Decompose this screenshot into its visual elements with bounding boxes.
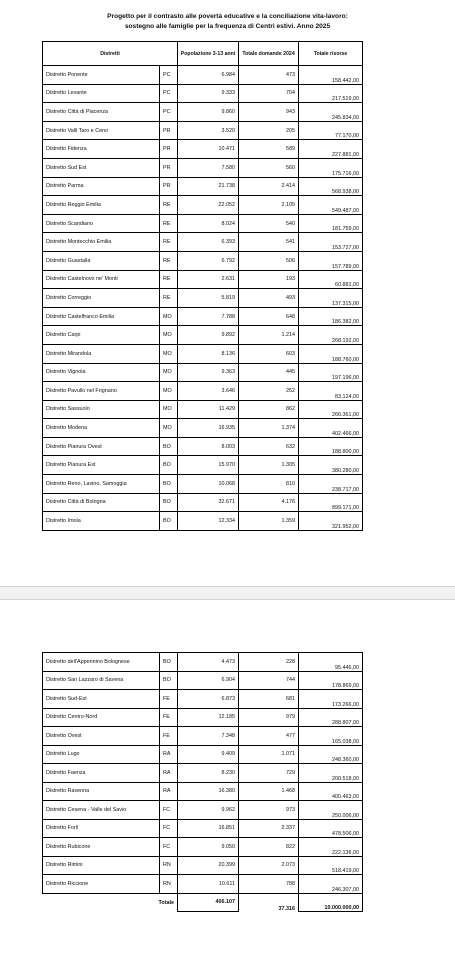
popolazione-value: 6.873 [178, 690, 239, 709]
domande-value: 205 [239, 121, 299, 140]
popolazione-value: 4.473 [178, 653, 239, 672]
risorse-value: 60.881,00 [299, 270, 363, 289]
domande-value: 729 [239, 764, 299, 783]
district-name: Distretto Correggio [43, 289, 160, 308]
domande-value: 648 [239, 307, 299, 326]
province-code: PR [160, 121, 178, 140]
province-code: BO [160, 671, 178, 690]
header-distretti: Distretti [43, 42, 178, 66]
risorse-value: 248.360,00 [299, 745, 363, 764]
risorse-value: 217.519,00 [299, 84, 363, 103]
district-name: Distretto Sud Est [43, 158, 160, 177]
popolazione-value: 6.792 [178, 251, 239, 270]
province-code: BO [160, 437, 178, 456]
risorse-value: 380.280,00 [299, 456, 363, 475]
popolazione-value: 9.892 [178, 326, 239, 345]
table-row [43, 875, 363, 894]
district-name: Distretto Reggio Emilia [43, 196, 160, 215]
popolazione-value: 9.333 [178, 84, 239, 103]
risorse-value: 227.881,00 [299, 140, 363, 159]
district-name: Distretto Scandiano [43, 214, 160, 233]
district-name: Distretto Reno, Lavino, Samoggia [43, 475, 160, 494]
risorse-value: 95.446,00 [299, 653, 363, 672]
table-row [43, 475, 363, 494]
table-row [43, 838, 363, 857]
domande-value: 541 [239, 233, 299, 252]
district-name: Distretto Città di Bologna [43, 493, 160, 512]
table-row [43, 745, 363, 764]
totals-domande: 37.316 [278, 905, 295, 912]
popolazione-value: 8.003 [178, 437, 239, 456]
domande-value: 2.073 [239, 856, 299, 875]
title-line-2: sostegno alle famiglie per la frequenza di Centri estivi. Anno 2025 [124, 23, 331, 30]
province-code: MO [160, 344, 178, 363]
popolazione-value: 12.185 [178, 708, 239, 727]
table-row [43, 727, 363, 746]
district-name: Distretto Castelnovo ne' Monti [43, 270, 160, 289]
table-row [43, 270, 363, 289]
province-code: RE [160, 214, 178, 233]
table-header-row [43, 42, 363, 66]
province-code: MO [160, 363, 178, 382]
header-risorse: Totale risorse [299, 42, 363, 66]
districts-table-page-2 [42, 652, 363, 912]
domande-value: 445 [239, 363, 299, 382]
popolazione-value: 9.860 [178, 103, 239, 122]
domande-value: 810 [239, 475, 299, 494]
district-name: Distretto Città di Piacenza [43, 103, 160, 122]
district-name: Distretto Forlì [43, 819, 160, 838]
domande-value: 632 [239, 437, 299, 456]
page-separator [0, 586, 455, 600]
domande-value: 4.176 [239, 493, 299, 512]
table-row [43, 708, 363, 727]
province-code: PR [160, 140, 178, 159]
popolazione-value: 9.962 [178, 801, 239, 820]
risorse-value: 402.466,00 [299, 419, 363, 438]
domande-value: 589 [239, 140, 299, 159]
risorse-value: 478.506,00 [299, 819, 363, 838]
totals-popolazione: 406.107 [178, 893, 239, 912]
popolazione-value: 10.068 [178, 475, 239, 494]
header-popolazione: Popolazione 3-13 anni [178, 42, 239, 66]
popolazione-value: 32.671 [178, 493, 239, 512]
domande-value: 1.071 [239, 745, 299, 764]
province-code: RE [160, 251, 178, 270]
risorse-value: 568.938,00 [299, 177, 363, 196]
table-row [43, 801, 363, 820]
popolazione-value: 8.136 [178, 344, 239, 363]
risorse-value: 188.800,00 [299, 437, 363, 456]
risorse-value: 158.442,00 [299, 66, 363, 85]
popolazione-value: 10.471 [178, 140, 239, 159]
province-code: BO [160, 493, 178, 512]
domande-value: 2.414 [239, 177, 299, 196]
province-code: RA [160, 764, 178, 783]
province-code: RA [160, 745, 178, 764]
totals-label: Totale [158, 899, 174, 906]
popolazione-value: 6.904 [178, 671, 239, 690]
domande-value: 1.374 [239, 419, 299, 438]
domande-value: 744 [239, 671, 299, 690]
popolazione-value: 9.363 [178, 363, 239, 382]
province-code: RN [160, 875, 178, 894]
province-code: RE [160, 270, 178, 289]
district-name: Distretto dell'Appennino Bolognese [43, 653, 160, 672]
domande-value: 788 [239, 875, 299, 894]
district-name: Distretto Modena [43, 419, 160, 438]
risorse-value: 173.266,00 [299, 690, 363, 709]
district-name: Distretto Pianura Est [43, 456, 160, 475]
table-row [43, 419, 363, 438]
table-row [43, 400, 363, 419]
domande-value: 2.337 [239, 819, 299, 838]
table-row [43, 493, 363, 512]
risorse-value: 899.171,00 [299, 493, 363, 512]
domande-value: 1.305 [239, 456, 299, 475]
risorse-value: 549.487,00 [299, 196, 363, 215]
province-code: BO [160, 512, 178, 531]
province-code: MO [160, 382, 178, 401]
district-name: Distretto Lugo [43, 745, 160, 764]
domande-value: 979 [239, 708, 299, 727]
table-row [43, 437, 363, 456]
province-code: BO [160, 475, 178, 494]
province-code: MO [160, 419, 178, 438]
district-name: Distretto Castelfranco Emilia [43, 307, 160, 326]
domande-value: 540 [239, 214, 299, 233]
province-code: FC [160, 838, 178, 857]
districts-table-page-1 [42, 41, 363, 531]
province-code: MO [160, 307, 178, 326]
document-page-2 [0, 600, 455, 955]
table-row [43, 512, 363, 531]
totals-risorse: 10.000.000,00 [299, 893, 363, 912]
province-code: RN [160, 856, 178, 875]
domande-value: 681 [239, 690, 299, 709]
risorse-value: 246.307,00 [299, 875, 363, 894]
risorse-value: 178.869,00 [299, 671, 363, 690]
district-name: Distretto Guastalla [43, 251, 160, 270]
popolazione-value: 3.646 [178, 382, 239, 401]
province-code: FC [160, 801, 178, 820]
risorse-value: 175.716,00 [299, 158, 363, 177]
province-code: RE [160, 233, 178, 252]
domande-value: 973 [239, 801, 299, 820]
province-code: FE [160, 690, 178, 709]
domande-value: 2.105 [239, 196, 299, 215]
province-code: BO [160, 653, 178, 672]
risorse-value: 222.136,00 [299, 838, 363, 857]
district-name: Distretto Ponente [43, 66, 160, 85]
risorse-value: 238.717,00 [299, 475, 363, 494]
domande-value: 822 [239, 838, 299, 857]
province-code: MO [160, 326, 178, 345]
district-name: Distretto Levante [43, 84, 160, 103]
table-row [43, 66, 363, 85]
table-row [43, 214, 363, 233]
risorse-value: 245.834,00 [299, 103, 363, 122]
title-line-1: Progetto per il contrasto alle povertà educative e la conciliazione vita-lavoro: [107, 13, 348, 20]
table-row [43, 326, 363, 345]
district-name: Distretto Faenza [43, 764, 160, 783]
popolazione-value: 11.429 [178, 400, 239, 419]
district-name: Distretto Pianura Ovest [43, 437, 160, 456]
table-row [43, 764, 363, 783]
province-code: RE [160, 196, 178, 215]
table-row [43, 363, 363, 382]
table-row [43, 158, 363, 177]
table-row [43, 121, 363, 140]
domande-value: 493 [239, 289, 299, 308]
table-row [43, 196, 363, 215]
popolazione-value: 10.611 [178, 875, 239, 894]
popolazione-value: 7.580 [178, 158, 239, 177]
district-name: Distretto Sassuolo [43, 400, 160, 419]
domande-value: 1.468 [239, 782, 299, 801]
domande-value: 473 [239, 66, 299, 85]
risorse-value: 197.196,00 [299, 363, 363, 382]
risorse-value: 165.038,00 [299, 727, 363, 746]
table-row [43, 382, 363, 401]
district-name: Distretto Carpi [43, 326, 160, 345]
table-row [43, 782, 363, 801]
popolazione-value: 21.738 [178, 177, 239, 196]
domande-value: 1.359 [239, 512, 299, 531]
province-code: RA [160, 782, 178, 801]
risorse-value: 186.382,00 [299, 307, 363, 326]
district-name: Distretto Sud-Est [43, 690, 160, 709]
risorse-value: 137.315,00 [299, 289, 363, 308]
district-name: Distretto Parma [43, 177, 160, 196]
popolazione-value: 7.788 [178, 307, 239, 326]
province-code: FC [160, 819, 178, 838]
popolazione-value: 16.380 [178, 782, 239, 801]
district-name: Distretto Rimini [43, 856, 160, 875]
popolazione-value: 22.052 [178, 196, 239, 215]
province-code: FE [160, 708, 178, 727]
district-name: Distretto Rubicone [43, 838, 160, 857]
domande-value: 252 [239, 382, 299, 401]
district-name: Distretto Mirandola [43, 344, 160, 363]
domande-value: 506 [239, 251, 299, 270]
province-code: PC [160, 103, 178, 122]
risorse-value: 83.124,00 [299, 382, 363, 401]
table-row [43, 289, 363, 308]
risorse-value: 188.760,00 [299, 344, 363, 363]
popolazione-value: 8.230 [178, 764, 239, 783]
province-code: RE [160, 289, 178, 308]
table-row [43, 177, 363, 196]
risorse-value: 288.807,00 [299, 708, 363, 727]
popolazione-value: 2.631 [178, 270, 239, 289]
popolazione-value: 7.348 [178, 727, 239, 746]
table-row [43, 251, 363, 270]
table-row [43, 653, 363, 672]
popolazione-value: 3.520 [178, 121, 239, 140]
province-code: PC [160, 84, 178, 103]
risorse-value: 200.518,00 [299, 764, 363, 783]
province-code: BO [160, 456, 178, 475]
popolazione-value: 20.399 [178, 856, 239, 875]
district-name: Distretto Pavullo nel Frignano [43, 382, 160, 401]
table-row [43, 140, 363, 159]
district-name: Distretto Valli Taro e Ceno [43, 121, 160, 140]
risorse-value: 518.419,00 [299, 856, 363, 875]
district-name: Distretto Imola [43, 512, 160, 531]
popolazione-value: 9.409 [178, 745, 239, 764]
domande-value: 193 [239, 270, 299, 289]
district-name: Distretto Riccione [43, 875, 160, 894]
domande-value: 704 [239, 84, 299, 103]
domande-value: 862 [239, 400, 299, 419]
header-domande: Totale domande 2024 [239, 42, 299, 66]
risorse-value: 321.952,00 [299, 512, 363, 531]
popolazione-value: 6.393 [178, 233, 239, 252]
document-title [0, 12, 455, 32]
district-name: Distretto Fidenza [43, 140, 160, 159]
table-row [43, 819, 363, 838]
province-code: FE [160, 727, 178, 746]
risorse-value: 153.727,00 [299, 233, 363, 252]
popolazione-value: 8.024 [178, 214, 239, 233]
risorse-value: 268.192,00 [299, 326, 363, 345]
popolazione-value: 9.050 [178, 838, 239, 857]
risorse-value: 157.789,00 [299, 251, 363, 270]
table-row [43, 456, 363, 475]
district-name: Distretto Cesena - Valle del Savio [43, 801, 160, 820]
table-row [43, 856, 363, 875]
table-row [43, 84, 363, 103]
totals-row [43, 893, 363, 912]
popolazione-value: 15.970 [178, 456, 239, 475]
popolazione-value: 6.984 [178, 66, 239, 85]
district-name: Distretto Centro-Nord [43, 708, 160, 727]
district-name: Distretto Ravenna [43, 782, 160, 801]
province-code: PR [160, 177, 178, 196]
domande-value: 1.214 [239, 326, 299, 345]
popolazione-value: 16.935 [178, 419, 239, 438]
risorse-value: 77.170,00 [299, 121, 363, 140]
risorse-value: 250.006,00 [299, 801, 363, 820]
district-name: Distretto Ovest [43, 727, 160, 746]
province-code: MO [160, 400, 178, 419]
domande-value: 228 [239, 653, 299, 672]
domande-value: 477 [239, 727, 299, 746]
domande-value: 560 [239, 158, 299, 177]
province-code: PR [160, 158, 178, 177]
risorse-value: 400.463,00 [299, 782, 363, 801]
risorse-value: 266.361,00 [299, 400, 363, 419]
domande-value: 943 [239, 103, 299, 122]
popolazione-value: 12.334 [178, 512, 239, 531]
popolazione-value: 5.819 [178, 289, 239, 308]
table-row [43, 344, 363, 363]
table-row [43, 671, 363, 690]
table-row [43, 307, 363, 326]
domande-value: 603 [239, 344, 299, 363]
district-name: Distretto Vignola [43, 363, 160, 382]
table-row [43, 103, 363, 122]
popolazione-value: 16.851 [178, 819, 239, 838]
risorse-value: 181.759,00 [299, 214, 363, 233]
table-row [43, 690, 363, 709]
table-row [43, 233, 363, 252]
district-name: Distretto Montecchio Emilia [43, 233, 160, 252]
district-name: Distretto San Lazzaro di Savena [43, 671, 160, 690]
province-code: PC [160, 66, 178, 85]
